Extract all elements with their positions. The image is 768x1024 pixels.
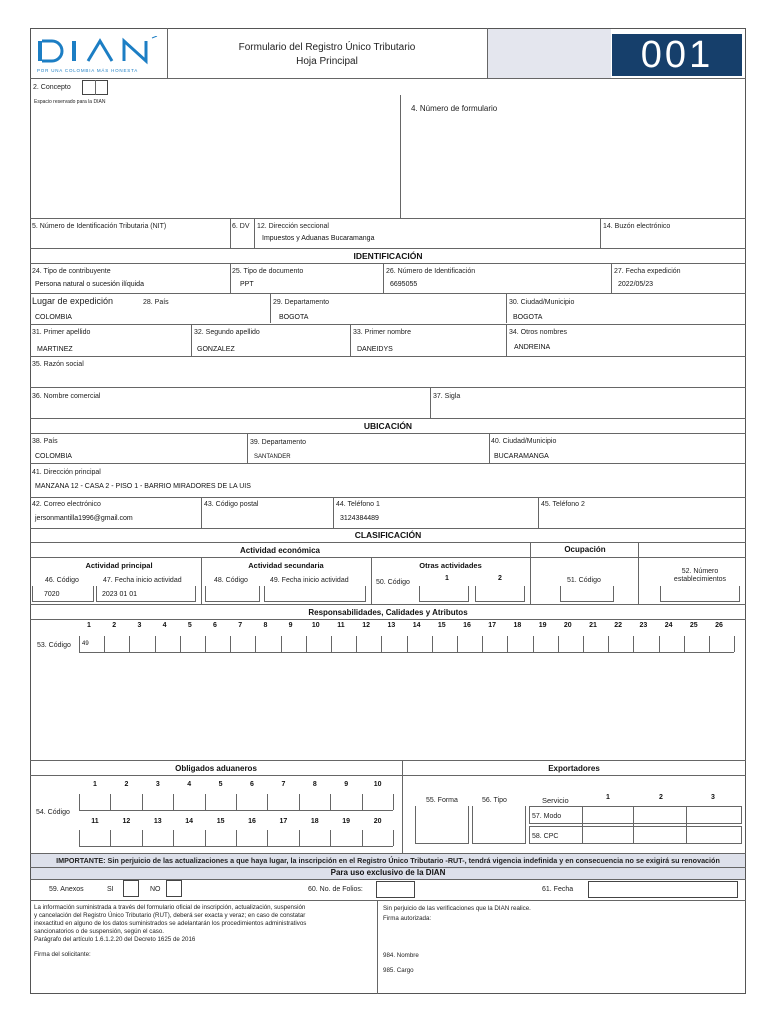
resp-code-cell[interactable] bbox=[331, 636, 332, 652]
aduanero-top-number: 7 bbox=[281, 781, 286, 788]
codigo51-label: 51. Código bbox=[567, 577, 601, 584]
modo-label: 57. Modo bbox=[532, 813, 562, 820]
tipo-doc-label: 25. Tipo de documento bbox=[232, 268, 304, 275]
resp-col-number: 16 bbox=[463, 622, 471, 629]
footer-legal-5: Parágrafo del artículo 1.6.1.2.20 del Decreto 1625 de 2016 bbox=[34, 936, 196, 943]
ciudad-exp-label: 30. Ciudad/Municipio bbox=[509, 299, 575, 306]
firma-autorizada-label: Firma autorizada: bbox=[383, 915, 432, 922]
servicio-col2: 2 bbox=[659, 794, 663, 801]
resp-col-number: 24 bbox=[664, 622, 673, 629]
codigo-otra-field[interactable] bbox=[475, 586, 525, 602]
form-number-label: 4. Número de formulario bbox=[411, 104, 498, 113]
telefono2-label: 45. Teléfono 2 bbox=[541, 501, 585, 508]
fecha47-label: 47. Fecha inicio actividad bbox=[103, 577, 182, 584]
ocupacion-label: Ocupación bbox=[564, 545, 606, 554]
aduanero-top-cell[interactable] bbox=[362, 794, 363, 810]
form-frame bbox=[30, 28, 746, 994]
actividad-secundaria-label: Actividad secundaria bbox=[248, 561, 324, 570]
resp-col-number: 8 bbox=[263, 622, 268, 629]
apellido1-value: MARTINEZ bbox=[37, 346, 73, 353]
num-id-value: 6695055 bbox=[390, 281, 418, 288]
fecha47-value: 2023 01 01 bbox=[102, 591, 138, 598]
resp-col-number: 6 bbox=[213, 622, 217, 629]
num-id-label: 26. Número de Identificación bbox=[386, 268, 476, 275]
tipo-doc-value: PPT bbox=[240, 281, 254, 288]
aduanero-top-end bbox=[393, 794, 394, 810]
resp-code-cell[interactable] bbox=[407, 636, 408, 652]
aduanero-bottom-number: 19 bbox=[342, 818, 351, 825]
resp-code-cell[interactable] bbox=[583, 636, 584, 652]
resp-col-number: 14 bbox=[412, 622, 421, 629]
resp-code-cell[interactable] bbox=[356, 636, 357, 652]
section-identificacion: IDENTIFICACIÓN bbox=[353, 251, 423, 261]
aduaneros-title: Obligados aduaneros bbox=[175, 764, 257, 773]
resp-code-label: 53. Código bbox=[37, 642, 71, 649]
reserved-space-label: Espacio reservado para la DIAN bbox=[34, 99, 106, 105]
otras-col1: 1 bbox=[445, 575, 449, 582]
resp-code-cell[interactable] bbox=[255, 636, 256, 652]
nombre1-value: DANEIDYS bbox=[357, 346, 393, 353]
aduanero-top-cell[interactable] bbox=[267, 794, 268, 810]
num-establecimientos-label: 52. Número establecimientos bbox=[673, 568, 727, 583]
cpc-label: 58. CPC bbox=[532, 833, 559, 840]
resp-code-baseline bbox=[79, 652, 734, 653]
aduanero-bottom-end bbox=[393, 830, 394, 846]
aduanero-bottom-baseline bbox=[79, 846, 393, 847]
establecimientos-field[interactable] bbox=[660, 586, 740, 602]
telefono1-label: 44. Teléfono 1 bbox=[336, 501, 380, 508]
resp-first-value: 49 bbox=[82, 641, 89, 647]
aduanero-top-number: 6 bbox=[250, 781, 254, 788]
form-code: 001 bbox=[640, 34, 714, 76]
anexos-label: 59. Anexos bbox=[49, 886, 84, 893]
resp-code-cell[interactable] bbox=[482, 636, 483, 652]
codigo50-field[interactable] bbox=[419, 586, 469, 602]
folios-field[interactable] bbox=[376, 881, 415, 898]
aduanero-bottom-number: 15 bbox=[216, 818, 225, 825]
aduanero-bottom-number: 11 bbox=[91, 818, 99, 825]
correo-value: jersonmantilla1996@gmail.com bbox=[35, 515, 133, 522]
ciudad-exp-value: BOGOTA bbox=[513, 314, 543, 321]
postal-label: 43. Código postal bbox=[204, 501, 259, 508]
resp-col-number: 4 bbox=[162, 622, 167, 629]
resp-col-number: 21 bbox=[589, 622, 597, 629]
otras-col2: 2 bbox=[498, 575, 502, 582]
aduanero-bottom-number: 18 bbox=[310, 818, 319, 825]
resp-col-number: 18 bbox=[513, 622, 522, 629]
fecha-exp-value: 2022/05/23 bbox=[618, 281, 654, 288]
seccional-label: 12. Dirección seccional bbox=[257, 223, 329, 230]
resp-col-number: 23 bbox=[639, 622, 648, 629]
forma-label: 55. Forma bbox=[426, 797, 458, 804]
resp-col-number: 25 bbox=[689, 622, 698, 629]
sigla-label: 37. Sigla bbox=[433, 393, 461, 400]
resp-col-number: 22 bbox=[614, 622, 623, 629]
resp-code-cell[interactable] bbox=[180, 636, 181, 652]
codigo50-label: 50. Código bbox=[376, 579, 410, 586]
razon-social-label: 35. Razón social bbox=[32, 361, 84, 368]
resp-code-cell[interactable] bbox=[684, 636, 685, 652]
direccion-value: MANZANA 12 - CASA 2 - PISO 1 - BARRIO MIRADORES DE LA UIS bbox=[35, 483, 251, 490]
exportadores-title: Exportadores bbox=[548, 764, 600, 773]
section-ubicacion: UBICACIÓN bbox=[363, 421, 413, 431]
aduanero-top-number: 5 bbox=[218, 781, 223, 788]
codigo46-label: 46. Código bbox=[45, 577, 79, 584]
aduanero-bottom-cell[interactable] bbox=[205, 830, 206, 846]
header-gray-box bbox=[488, 29, 611, 78]
telefono1-value: 3124384489 bbox=[340, 515, 379, 522]
anexos-si-checkbox[interactable] bbox=[123, 880, 139, 897]
resp-code-cell[interactable] bbox=[659, 636, 660, 652]
aduanero-top-cell[interactable] bbox=[79, 794, 80, 810]
resp-col-number: 13 bbox=[387, 622, 396, 629]
aduanero-top-cell[interactable] bbox=[299, 794, 300, 810]
pais-exp-label: 28. País bbox=[143, 299, 169, 306]
resp-code-cell[interactable] bbox=[155, 636, 156, 652]
cpc-row[interactable] bbox=[529, 826, 742, 844]
no-label: NO bbox=[150, 886, 161, 893]
footer-legal-3: inexactitud en alguno de los datos suministrados se adelantarán los procedimientos administrativos bbox=[34, 920, 307, 927]
codigo51-field[interactable] bbox=[560, 586, 614, 602]
resp-code-cell[interactable] bbox=[432, 636, 433, 652]
resp-code-cell[interactable] bbox=[104, 636, 105, 652]
fecha61-field[interactable] bbox=[588, 881, 738, 898]
resp-code-cell[interactable] bbox=[129, 636, 130, 652]
resp-code-cell[interactable] bbox=[306, 636, 307, 652]
aduanero-top-cell[interactable] bbox=[236, 794, 237, 810]
ubic-depto-value: SANTANDER bbox=[254, 454, 291, 460]
resp-col-number: 7 bbox=[238, 622, 243, 629]
actividad-economica-label: Actividad económica bbox=[239, 546, 321, 555]
aduaneros-code-label: 54. Código bbox=[36, 809, 70, 816]
resp-code-cell[interactable] bbox=[558, 636, 559, 652]
ubic-ciudad-label: 40. Ciudad/Municipio bbox=[491, 438, 557, 445]
aduanero-top-number: 2 bbox=[124, 781, 129, 788]
aduanero-bottom-number: 16 bbox=[248, 818, 256, 825]
servicio-label: Servicio bbox=[542, 796, 569, 805]
tipo-contribuyente-value: Persona natural o sucesión ilíquida bbox=[35, 281, 144, 288]
aduanero-bottom-number: 20 bbox=[373, 818, 382, 825]
pais-exp-value: COLOMBIA bbox=[35, 314, 72, 321]
resp-code-cell[interactable] bbox=[230, 636, 231, 652]
depto-exp-value: BOGOTA bbox=[279, 314, 309, 321]
firma-solicitante-label: Firma del solicitante: bbox=[34, 951, 91, 958]
dian-use-title: Para uso exclusivo de la DIAN bbox=[330, 868, 446, 877]
aduanero-top-number: 8 bbox=[312, 781, 317, 788]
ubic-pais-label: 38. País bbox=[32, 438, 58, 445]
resp-code-cell[interactable] bbox=[507, 636, 508, 652]
resp-code-cell-end bbox=[734, 636, 735, 652]
resp-code-cell[interactable] bbox=[709, 636, 710, 652]
nombre984-label: 984. Nombre bbox=[383, 952, 419, 959]
resp-col-number: 1 bbox=[87, 622, 91, 629]
apellido2-value: GONZALEZ bbox=[197, 346, 235, 353]
aduanero-top-baseline bbox=[79, 810, 393, 811]
resp-code-cell[interactable] bbox=[633, 636, 634, 652]
aduanero-bottom-cell[interactable] bbox=[362, 830, 363, 846]
aduanero-top-cell[interactable] bbox=[142, 794, 143, 810]
aduanero-top-number: 9 bbox=[344, 781, 349, 788]
dv-label: 6. DV bbox=[232, 223, 250, 230]
resp-col-number: 9 bbox=[288, 622, 293, 629]
aduanero-bottom-number: 14 bbox=[185, 818, 194, 825]
footer-legal-2: y cancelación del Registro Único Tributario (RUT), deberá ser exacta y veraz; en caso de constatar bbox=[34, 912, 306, 919]
logo-tagline: POR UNA COLOMBIA MÁS HONESTA bbox=[37, 68, 139, 73]
otras-actividades-label: Otras actividades bbox=[419, 561, 482, 570]
fecha61-label: 61. Fecha bbox=[542, 886, 574, 893]
aduanero-bottom-cell[interactable] bbox=[142, 830, 143, 846]
ubic-ciudad-value: BUCARAMANGA bbox=[494, 453, 549, 460]
forma-field[interactable] bbox=[415, 806, 469, 844]
aduanero-top-cell[interactable] bbox=[110, 794, 111, 810]
aduanero-bottom-cell[interactable] bbox=[110, 830, 111, 846]
resp-code-cell[interactable] bbox=[381, 636, 382, 652]
aduanero-bottom-number: 12 bbox=[122, 818, 131, 825]
actividad-principal-label: Actividad principal bbox=[85, 561, 153, 570]
nombre2-label: 34. Otros nombres bbox=[509, 329, 567, 336]
concepto-label: 2. Concepto bbox=[33, 84, 71, 91]
aduanero-bottom-cell[interactable] bbox=[299, 830, 300, 846]
depto-exp-label: 29. Departamento bbox=[273, 299, 330, 306]
apellido2-label: 32. Segundo apellido bbox=[194, 329, 260, 336]
codigo48-field[interactable] bbox=[205, 586, 260, 602]
buzon-label: 14. Buzón electrónico bbox=[603, 223, 671, 230]
resp-col-number: 5 bbox=[187, 622, 192, 629]
resp-code-cell[interactable] bbox=[457, 636, 458, 652]
resp-code-cell[interactable] bbox=[533, 636, 534, 652]
importante-text: IMPORTANTE: Sin perjuicio de las actualizaciones a que haya lugar, la inscripción en el Registro Único Tributario -RUT-, tendrá vigencia indefinida y en consecuencia no se exigirá su renovación bbox=[56, 856, 720, 865]
resp-code-cell[interactable] bbox=[79, 636, 80, 652]
aduanero-bottom-cell[interactable] bbox=[267, 830, 268, 846]
aduanero-top-number: 3 bbox=[155, 781, 160, 788]
direccion-label: 41. Dirección principal bbox=[32, 469, 101, 476]
fecha49-field[interactable] bbox=[264, 586, 366, 602]
nombre1-label: 33. Primer nombre bbox=[353, 329, 411, 336]
folios-label: 60. No. de Folios: bbox=[308, 886, 363, 893]
aduanero-bottom-number: 13 bbox=[153, 818, 162, 825]
footer-legal-4: sancionatorios o de suspensión, según el caso. bbox=[34, 928, 165, 935]
resp-code-cell[interactable] bbox=[608, 636, 609, 652]
ubic-depto-label: 39. Departamento bbox=[250, 439, 307, 446]
aduanero-top-number: 4 bbox=[187, 781, 192, 788]
resp-col-number: 15 bbox=[437, 622, 446, 629]
form-title: Formulario del Registro Único Tributario bbox=[238, 42, 416, 53]
apellido1-label: 31. Primer apellido bbox=[32, 329, 91, 336]
seccional-value: Impuestos y Aduanas Bucaramanga bbox=[262, 235, 375, 242]
tipo-label: 56. Tipo bbox=[482, 797, 507, 804]
form-code-box bbox=[612, 34, 742, 76]
resp-col-number: 10 bbox=[311, 622, 320, 629]
aduanero-top-number: 1 bbox=[93, 781, 97, 788]
resp-code-cell[interactable] bbox=[205, 636, 206, 652]
ubic-pais-value: COLOMBIA bbox=[35, 453, 72, 460]
codigo48-label: 48. Código bbox=[214, 577, 248, 584]
aduanero-bottom-cell[interactable] bbox=[330, 830, 331, 846]
resp-col-number: 19 bbox=[538, 622, 547, 629]
resp-col-number: 26 bbox=[715, 622, 723, 629]
si-label: SI bbox=[107, 886, 114, 893]
aduanero-top-cell[interactable] bbox=[330, 794, 331, 810]
servicio-col3: 3 bbox=[711, 794, 715, 801]
resp-code-cell[interactable] bbox=[281, 636, 282, 652]
fecha-exp-label: 27. Fecha expedición bbox=[614, 268, 681, 275]
nit-label: 5. Número de Identificación Tributaria (NIT) bbox=[32, 223, 167, 230]
tipo-field[interactable] bbox=[472, 806, 526, 844]
aduanero-bottom-cell[interactable] bbox=[173, 830, 174, 846]
aduanero-top-number: 10 bbox=[373, 781, 382, 788]
section-clasificacion: CLASIFICACIÓN bbox=[354, 530, 422, 540]
codigo46-field[interactable] bbox=[32, 586, 94, 602]
resp-col-number: 2 bbox=[112, 622, 117, 629]
nombre-comercial-label: 36. Nombre comercial bbox=[32, 393, 101, 400]
aduanero-bottom-cell[interactable] bbox=[236, 830, 237, 846]
resp-col-number: 12 bbox=[362, 622, 371, 629]
resp-col-number: 20 bbox=[563, 622, 572, 629]
aduanero-top-cell[interactable] bbox=[173, 794, 174, 810]
aduanero-bottom-number: 17 bbox=[279, 818, 288, 825]
codigo46-value: 7020 bbox=[44, 591, 60, 598]
resp-col-number: 17 bbox=[488, 622, 497, 629]
form-subtitle: Hoja Principal bbox=[296, 56, 358, 67]
anexos-no-checkbox[interactable] bbox=[166, 880, 182, 897]
servicio-col1: 1 bbox=[606, 794, 610, 801]
tipo-contribuyente-label: 24. Tipo de contribuyente bbox=[32, 268, 111, 275]
aduanero-bottom-cell[interactable] bbox=[79, 830, 80, 846]
resp-col-number: 3 bbox=[137, 622, 142, 629]
nombre2-value: ANDREINA bbox=[514, 344, 551, 351]
section-responsabilidades: Responsabilidades, Calidades y Atributos bbox=[308, 608, 468, 617]
footer-legal-1: La información suministrada a través del formulario oficial de inscripción, actualización, suspensión bbox=[34, 904, 306, 911]
aduanero-top-cell[interactable] bbox=[205, 794, 206, 810]
fecha49-label: 49. Fecha inicio actividad bbox=[270, 577, 349, 584]
footer-verificaciones: Sin perjuicio de las verificaciones que la DIAN realice. bbox=[383, 905, 531, 912]
resp-col-number: 11 bbox=[337, 622, 345, 629]
correo-label: 42. Correo electrónico bbox=[32, 501, 101, 508]
cargo985-label: 985. Cargo bbox=[383, 967, 414, 974]
lugar-expedicion-label: Lugar de expedición bbox=[32, 296, 114, 306]
